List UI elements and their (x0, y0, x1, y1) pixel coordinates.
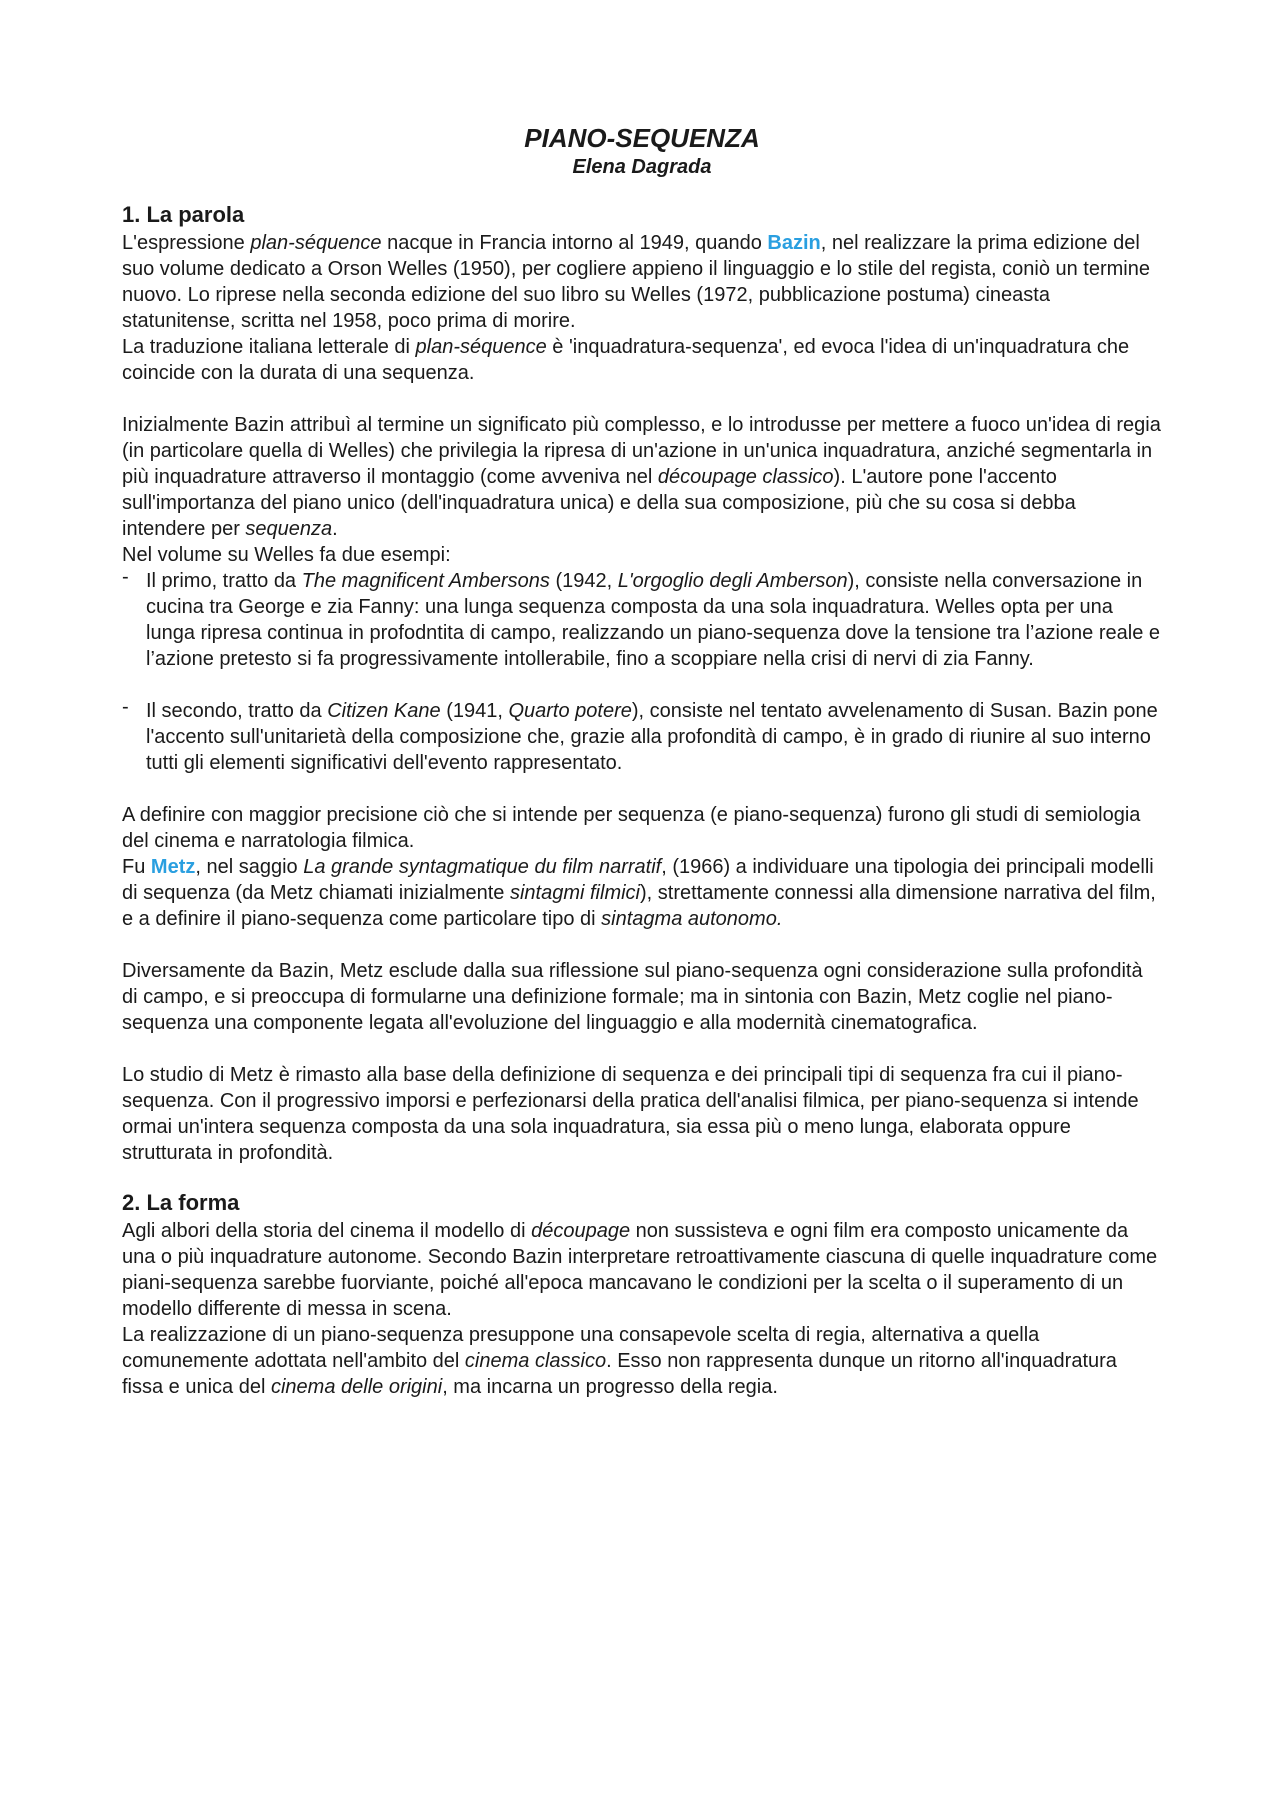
section-1-paragraph-5: A definire con maggior precisione ciò che si intende per sequenza (e piano-sequenza) furono gli studi di semiologia del cinema e narratologia filmica. (122, 804, 1141, 852)
page-title: PIANO-SEQUENZA (524, 123, 760, 153)
metz-link[interactable]: Metz (150, 856, 196, 878)
section-1-paragraph-1: L'espressione plan-séquence nacque in Francia intorno al 1949, quando Bazin, nel realizzare la prima edizione del suo volume dedicato a Orson Welles (1950), per cogliere appieno il linguaggio e lo stile del regista, coniò un termine nuovo. Lo riprese nella seconda edizione del suo libro su Welles (1972, pubblicazione postuma) cineasta statunitense, scritta nel 1958, poco prima di morire. (122, 232, 1150, 332)
examples-list-2 (122, 698, 1162, 776)
list-item: - Il primo, tratto da The magnificent Ambersons (1942, L'orgoglio degli Amberson), consiste nella conversazione in cucina tra George e zia Fanny: una lunga sequenza composta da una sola inquadratura. Welles opta per una lunga ripresa continua in profodntita di campo, realizzando un piano-sequenza dove la tensione tra l’azione reale e l’azione pretesto si fa progressivamente intollerabile, fino a scoppiare nella crisi di nervi di zia Fanny. (122, 566, 1160, 670)
bazin-link[interactable]: Bazin (767, 232, 821, 254)
examples-list (122, 568, 1162, 672)
section-1-paragraph-4: Nel volume su Welles fa due esempi: (122, 544, 451, 566)
section-1-paragraph-7: Diversamente da Bazin, Metz esclude dalla sua riflessione sul piano-sequenza ogni considerazione sulla profondità di campo, e si preoccupa di formularne una definizione formale; ma in sintonia con Bazin, Metz coglie nel piano-sequenza una componente legata all'evoluzione del linguaggio e alla modernità cinematografica. (122, 960, 1143, 1034)
section-2-paragraph-2: La realizzazione di un piano-sequenza presuppone una consapevole scelta di regia, alternativa a quella comunemente adottata nell'ambito del cinema classico. Esso non rappresenta dunque un ritorno all'inquadratura fissa e unica del cinema delle origini, ma incarna un progresso della regia. (122, 1324, 1117, 1398)
section-1-paragraph-2: La traduzione italiana letterale di plan-séquence è 'inquadratura-sequenza', ed evoca l'idea di un'inquadratura che coincide con la durata di una sequenza. (122, 336, 1130, 384)
document-page (122, 122, 1162, 1400)
dash-bullet-icon: - (122, 696, 129, 718)
dash-bullet-icon: - (122, 566, 129, 588)
list-item: - Il secondo, tratto da Citizen Kane (1941, Quarto potere), consiste nel tentato avvelenamento di Susan. Bazin pone l'accento sull'unitarietà della composizione che, grazie alla profondità di campo, è in grado di riunire al suo interno tutti gli elementi significativi dell'evento rappresentato. (122, 696, 1158, 774)
section-1-paragraph-8: Lo studio di Metz è rimasto alla base della definizione di sequenza e dei principali tipi di sequenza fra cui il piano-sequenza. Con il progressivo imporsi e perfezionarsi della pratica dell'analisi filmica, per piano-sequenza si intende ormai un'intera sequenza composta da una sola inquadratura, sia essa più o meno lunga, elaborata oppure strutturata in profondità. (122, 1064, 1139, 1164)
author-name: Elena Dagrada (572, 156, 712, 178)
section-1-paragraph-3: Inizialmente Bazin attribuì al termine un significato più complesso, e lo introdusse per mettere a fuoco un'idea di regia (in particolare quella di Welles) che privilegia la ripresa di un'azione in un'unica inquadratura, anziché segmentarla in più inquadrature attraverso il montaggio (come avveniva nel découpage classico). L'autore pone l'accento sull'importanza del piano unico (dell'inquadratura unica) e della sua composizione, più che su cosa si debba intendere per sequenza. (122, 414, 1161, 540)
section-1-paragraph-6: Fu Metz, nel saggio La grande syntagmatique du film narratif, (1966) a individuare una tipologia dei principali modelli di sequenza (da Metz chiamati inizialmente sintagmi filmici), strettamente connessi alla dimensione narrativa del film, e a definire il piano-sequenza come particolare tipo di sintagma autonomo. (122, 856, 1156, 930)
section-1-heading: 1. La parola (122, 202, 245, 227)
section-2-heading: 2. La forma (122, 1190, 240, 1215)
section-2-paragraph-1: Agli albori della storia del cinema il modello di découpage non sussisteva e ogni film era composto unicamente da una o più inquadrature autonome. Secondo Bazin interpretare retroattivamente ciascuna di quelle inquadrature come piani-sequenza sarebbe fuorviante, poiché all'epoca mancavano le condizioni per la scelta o il superamento di un modello differente di messa in scena. (122, 1220, 1158, 1320)
